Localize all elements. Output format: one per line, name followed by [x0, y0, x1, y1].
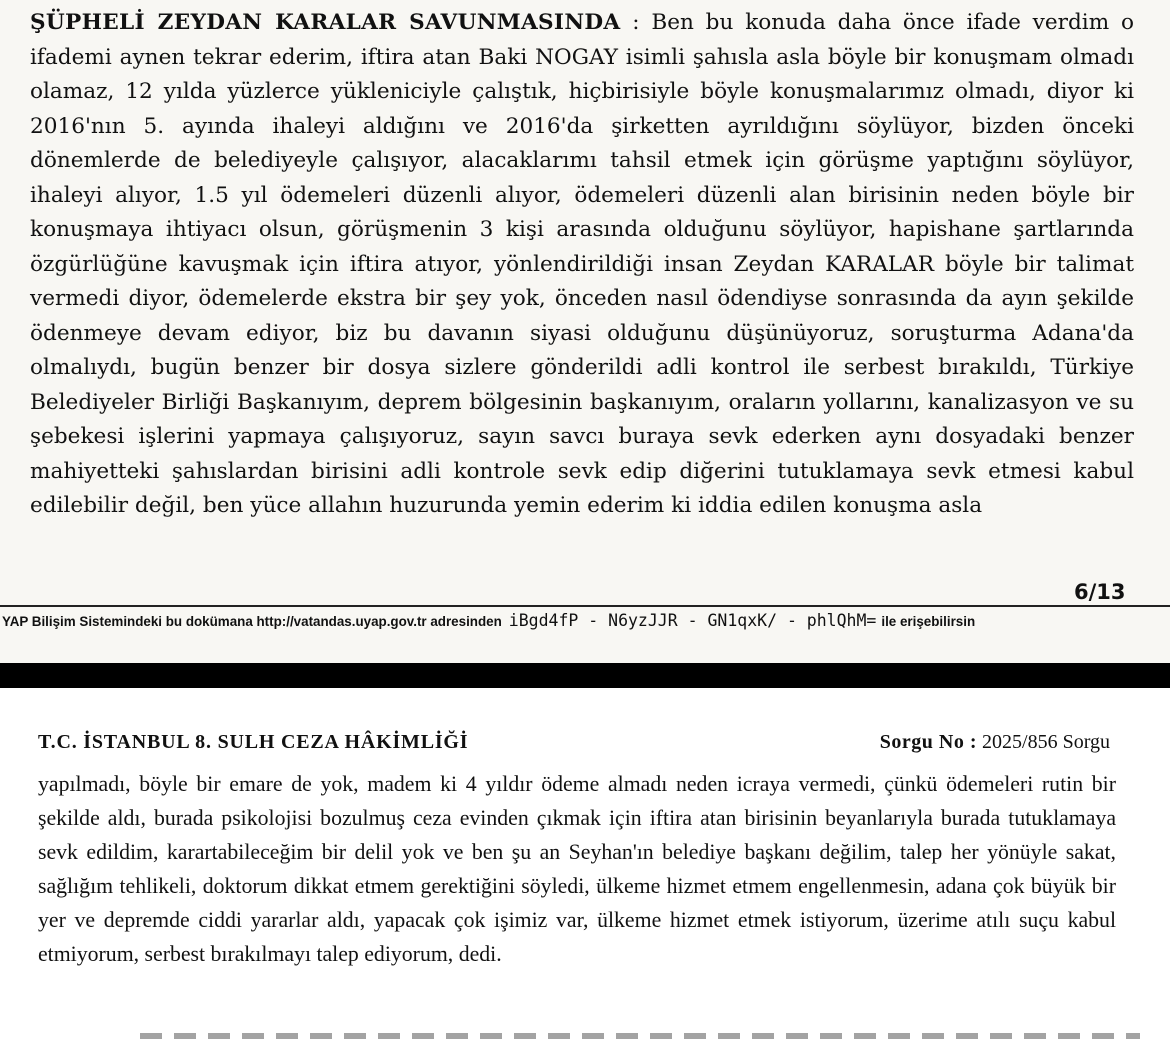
court-title: T.C. İSTANBUL 8. SULH CEZA HÂKİMLİĞİ	[38, 731, 469, 753]
cut-off-text-line	[140, 1033, 1140, 1039]
statement-text: Ben bu konuda daha önce ifade verdim o ifademi aynen tekrar ederim, iftira atan Baki NOGAY isimli şahısla asla böyle bir konuşmam olmadı olamaz, 12 yılda yüzlerce yükleniciyle çalıştık, hiçbirisiyle böyle konuşmalarımız olmadı, diyor ki 2016'nın 5. ayında ihaleyi aldığını ve 2016'da şirketten ayrıldığını söylüyor, bizden önceki dönemlerde de belediyeyle çalışıyor, alacaklarımı tahsil etmek için görüşme yaptığını söylüyor, ihaleyi alıyor, 1.5 yıl ödemeleri düzenli alıyor, ödemeleri düzenli alan birisinin neden böyle bir konuşmaya ihtiyacı olsun, görüşmenin 3 kişi arasında olduğunu söylüyor, hapishane şartlarında özgürlüğüne kavuşmak için iftira atıyor, yönlendirildiği insan Zeydan KARALAR böyle bir talimat vermedi diyor, ödemelerde ekstra bir şey yok, önceden nasıl ödendiyse sonrasında da ayın şekilde ödenmeye devam ediyor, biz bu davanın siyasi olduğunu düşünüyoruz, soruşturma Adana'da olmalıydı, bugün benzer bir dosya sizlere gönderildi adli kontrol ile serbest bırakıldı, Türkiye Belediyeler Birliği Başkanıyım, deprem bölgesinin başkanıyım, oraların yollarını, kanalizasyon ve su şebekesi işlerini yapmaya çalışıyoruz, sayın savcı buraya sevk ederken aynı dosyadaki benzer mahiyetteki şahıslardan birisini adli kontrole sevk edip diğerini tutuklamaya sevk etmesi kabul edilebilir değil, ben yüce allahın huzurunda yemin ederim ki iddia edilen konuşma asla	[30, 10, 1134, 518]
statement-paragraph	[30, 6, 1134, 524]
sorgu-value: 2025/856 Sorgu	[982, 731, 1110, 753]
speaker-label: ŞÜPHELİ ZEYDAN KARALAR SAVUNMASINDA	[30, 10, 621, 35]
footer-prefix: YAP Bilişim Sistemindeki bu dokümana http://vatandas.uyap.gov.tr adresinden	[2, 614, 502, 629]
footer-divider	[0, 605, 1170, 607]
speaker-separator: :	[620, 10, 652, 35]
footer-suffix: ile erişebilirsin	[881, 614, 976, 629]
verification-code: iBgd4fP - N6yzJJR - GN1qxK/ - phlQhM=	[508, 611, 877, 630]
sorgu-label: Sorgu No :	[879, 731, 978, 753]
page-separator	[0, 663, 1170, 688]
page-number: 6/13	[1074, 580, 1126, 604]
statement-continuation: yapılmadı, böyle bir emare de yok, madem ki 4 yıldır ödeme almadı neden icraya vermedi, çünkü ödemeleri rutin bir şekilde aldı, burada psikolojisi bozulmuş ceza evinden çıkmak için iftira atan birisinin beyanlarıyla burada tutuklamaya sevk edildim, karartabileceğim bir delil yok ve ben şu an Seyhan'ın belediye başkanı değilim, talep her yönüyle sakat, sağlığım tehlikeli, doktorum dikkat etmem gerektiğini söyledi, ülkeme hizmet etmem engellenmesin, adana çok büyük bir yer ve depremde ciddi yararlar aldı, yapacak çok işimiz var, ülkeme hizmet etmek istiyorum, üzerime atılı suçu kabul etmiyorum, serbest bırakılmayı talep ediyorum, dedi.	[38, 772, 1116, 966]
document-page-7	[0, 688, 1170, 1039]
uyap-footer	[2, 608, 1170, 635]
sorgu-number	[880, 731, 1110, 754]
